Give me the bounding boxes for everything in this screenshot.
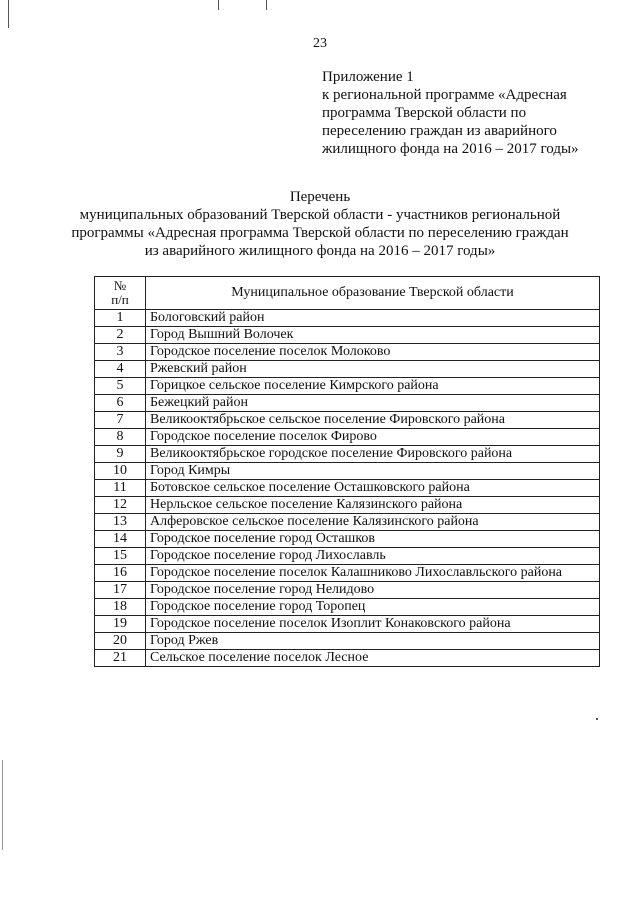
scan-artifact [8,0,9,28]
row-municipality: Городское поселение поселок Калашниково Лихославльского района [146,565,600,582]
row-municipality: Городское поселение поселок Молоково [146,344,600,361]
title-line: Перечень [289,189,351,205]
row-number: 15 [95,548,146,565]
row-number: 10 [95,463,146,480]
row-municipality: Бологовский район [146,310,600,327]
row-municipality: Городское поселение город Нелидово [146,582,600,599]
row-number: 20 [95,633,146,650]
table-row [95,650,600,667]
row-municipality: Городское поселение город Торопец [146,599,600,616]
table-row [95,395,600,412]
row-municipality: Ботовское сельское поселение Осташковского района [146,480,600,497]
table-row [95,344,600,361]
table-row [95,429,600,446]
row-municipality: Городское поселение поселок Фирово [146,429,600,446]
row-number: 21 [95,650,146,667]
table-row [95,412,600,429]
table-row [95,378,600,395]
row-number: 9 [95,446,146,463]
row-number: 12 [95,497,146,514]
appendix-line: Приложение 1 [322,69,414,85]
row-municipality: Город Ржев [146,633,600,650]
table-row [95,361,600,378]
row-number: 2 [95,327,146,344]
header-number-abbr: п/п [111,292,129,307]
municipalities-table [94,276,600,667]
row-number: 17 [95,582,146,599]
row-municipality: Город Вышний Волочек [146,327,600,344]
table-row [95,616,600,633]
row-municipality: Город Кимры [146,463,600,480]
title-line: программы «Адресная программа Тверской области по переселению граждан [71,225,569,241]
scan-artifact [218,0,219,10]
header-municipality: Муниципальное образование Тверской области [146,277,600,310]
row-municipality: Великооктябрьское городское поселение Фировского района [146,446,600,463]
scan-artifact [596,718,598,720]
row-municipality: Горицкое сельское поселение Кимрского района [146,378,600,395]
appendix-line: жилищного фонда на 2016 – 2017 годы» [322,141,579,157]
page-number: 23 [313,36,327,51]
row-municipality: Городское поселение город Осташков [146,531,600,548]
row-municipality: Городское поселение поселок Изоплит Конаковского района [146,616,600,633]
document-title [70,188,570,260]
table-row [95,565,600,582]
table-row [95,480,600,497]
title-line: из аварийного жилищного фонда на 2016 – 2017 годы» [144,243,496,259]
header-number [95,277,146,310]
row-number: 11 [95,480,146,497]
row-municipality: Сельское поселение поселок Лесное [146,650,600,667]
appendix-line: переселению граждан из аварийного [322,123,557,139]
row-number: 6 [95,395,146,412]
table-row [95,599,600,616]
row-municipality: Ржевский район [146,361,600,378]
row-number: 19 [95,616,146,633]
row-number: 13 [95,514,146,531]
table-row [95,548,600,565]
table-row [95,582,600,599]
row-municipality: Великооктябрьское сельское поселение Фировского района [146,412,600,429]
row-municipality: Городское поселение город Лихославль [146,548,600,565]
header-number-symbol: № [113,278,127,293]
table-row [95,310,600,327]
row-municipality: Алферовское сельское поселение Калязинского района [146,514,600,531]
appendix-line: программа Тверской области по [322,105,527,121]
row-number: 4 [95,361,146,378]
appendix-note [322,68,612,158]
row-number: 1 [95,310,146,327]
scan-artifact [2,760,3,850]
table-row [95,633,600,650]
row-number: 5 [95,378,146,395]
appendix-line: к региональной программе «Адресная [322,87,567,103]
table-row [95,446,600,463]
row-number: 16 [95,565,146,582]
table-row [95,497,600,514]
row-municipality: Нерльское сельское поселение Калязинского района [146,497,600,514]
table-header-row [95,277,600,310]
row-number: 7 [95,412,146,429]
row-number: 14 [95,531,146,548]
row-number: 18 [95,599,146,616]
scan-artifact [266,0,267,10]
row-number: 8 [95,429,146,446]
table-row [95,531,600,548]
title-line: муниципальных образований Тверской области - участников региональной [79,207,561,223]
table-row [95,514,600,531]
table-row [95,327,600,344]
row-municipality: Бежецкий район [146,395,600,412]
row-number: 3 [95,344,146,361]
table-row [95,463,600,480]
